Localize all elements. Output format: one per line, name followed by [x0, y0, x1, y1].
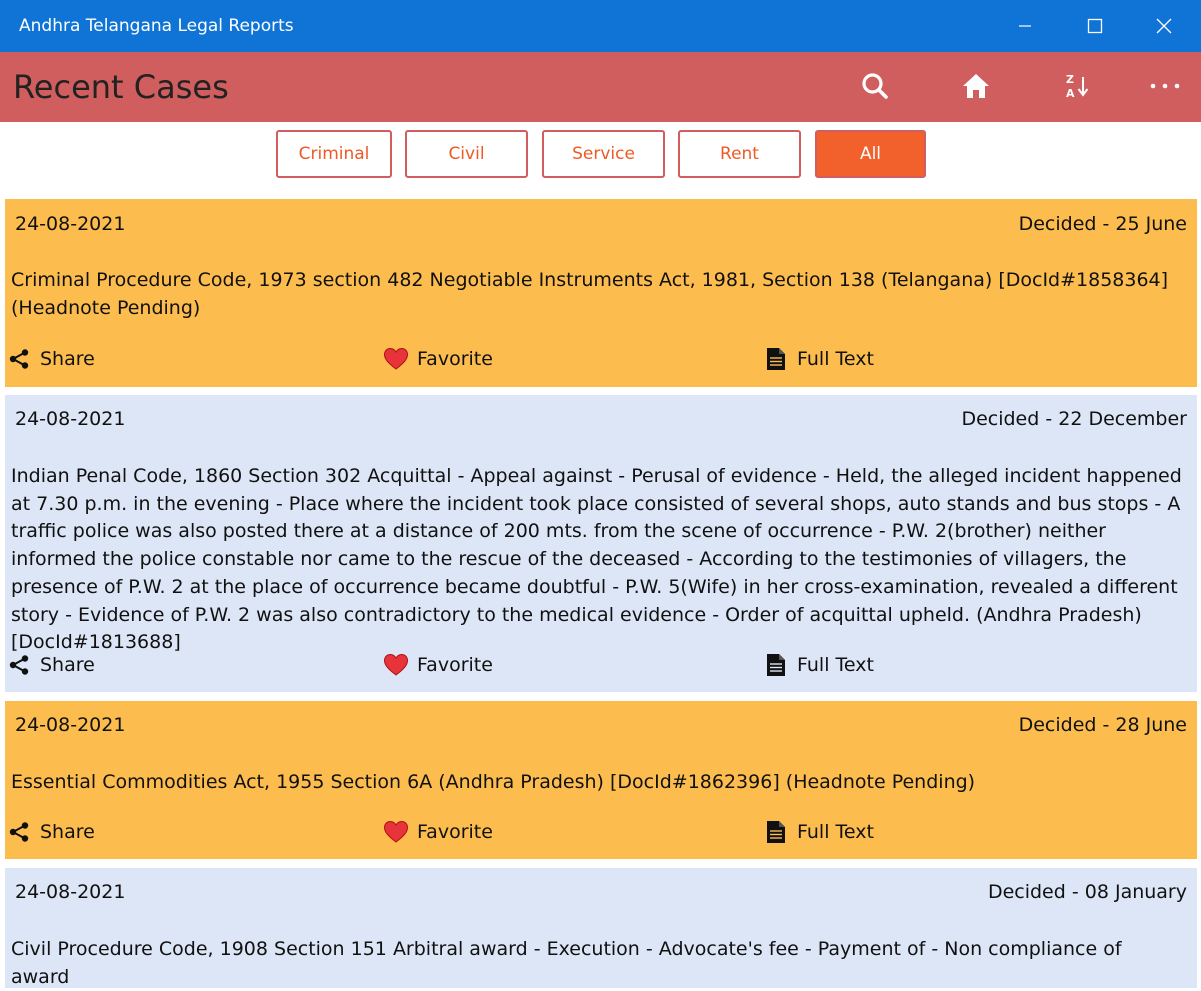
svg-text:A: A: [1066, 87, 1075, 100]
more-button[interactable]: [1141, 62, 1189, 110]
favorite-label: Favorite: [417, 654, 493, 676]
filter-criminal[interactable]: Criminal: [276, 130, 392, 178]
document-icon: [766, 347, 786, 371]
home-icon: [961, 72, 991, 100]
case-description: Civil Procedure Code, 1908 Section 151 Arbitral award - Execution - Advocate's fee - Payment of - Non compliance of award: [11, 938, 1122, 988]
filter-rent[interactable]: Rent: [678, 130, 801, 178]
share-label: Share: [40, 654, 95, 676]
case-decided: Decided - 08 January: [987, 881, 1187, 903]
case-date: 24-08-2021: [15, 408, 126, 430]
favorite-button[interactable]: [384, 650, 493, 680]
favorite-label: Favorite: [417, 821, 493, 843]
share-label: Share: [40, 821, 95, 843]
case-decided: Decided - 22 December: [961, 408, 1187, 430]
full-text-label: Full Text: [797, 348, 874, 370]
sort-icon: [1063, 71, 1093, 101]
case-date: 24-08-2021: [15, 881, 126, 903]
share-button[interactable]: [7, 817, 95, 847]
filter-service[interactable]: Service: [542, 130, 665, 178]
case-date: 24-08-2021: [15, 213, 126, 235]
case-card[interactable]: [5, 868, 1197, 988]
share-icon: [8, 821, 30, 843]
case-actions: [5, 344, 1197, 374]
document-icon: [766, 653, 786, 677]
minimize-button[interactable]: [1002, 0, 1048, 52]
full-text-button[interactable]: [764, 817, 874, 847]
svg-text:Z: Z: [1066, 73, 1074, 86]
maximize-button[interactable]: [1072, 0, 1118, 52]
favorite-button[interactable]: [384, 344, 493, 374]
case-decided: Decided - 28 June: [1018, 714, 1187, 736]
maximize-icon: [1087, 18, 1103, 34]
filter-all[interactable]: All: [815, 130, 926, 178]
search-icon: [861, 72, 889, 100]
category-filters: [0, 130, 1201, 182]
sort-button[interactable]: [1054, 62, 1102, 110]
case-description: Indian Penal Code, 1860 Section 302 Acquittal - Appeal against - Perusal of evidence - Held, the alleged incident happened at 7.30 p.m. in the evening - Place where the incident took place consisted of several shops, auto stands and bus stops - A traffic police was also posted there at a distance of 200 mts. from the scene of occurrence - P.W. 2(brother) neither informed the police constable nor came to the rescue of the deceased - According to the testimonies of villagers, the presence of P.W. 2 at the place of occurrence became doubtful - P.W. 5(Wife) in her cross-examination, revealed a different story - Evidence of P.W. 2 was also contradictory to the medical evidence - Order of acquittal upheld. (Andhra Pradesh) [DocId#1813688]: [11, 465, 1182, 654]
share-icon: [8, 348, 30, 370]
case-actions: [5, 650, 1197, 680]
heart-icon: [383, 653, 409, 677]
close-button[interactable]: [1141, 0, 1187, 52]
full-text-button[interactable]: [764, 344, 874, 374]
case-card[interactable]: [5, 395, 1197, 692]
close-icon: [1156, 18, 1172, 34]
case-card[interactable]: [5, 701, 1197, 859]
search-button[interactable]: [851, 62, 899, 110]
window-title: Andhra Telangana Legal Reports: [19, 16, 294, 36]
case-date: 24-08-2021: [15, 714, 126, 736]
full-text-button[interactable]: [764, 650, 874, 680]
share-label: Share: [40, 348, 95, 370]
favorite-label: Favorite: [417, 348, 493, 370]
case-description: Essential Commodities Act, 1955 Section 6A (Andhra Pradesh) [DocId#1862396] (Headnote Pending): [11, 771, 976, 793]
window-titlebar: [0, 0, 1201, 52]
heart-icon: [383, 347, 409, 371]
share-button[interactable]: [7, 344, 95, 374]
favorite-button[interactable]: [384, 817, 493, 847]
home-button[interactable]: [952, 62, 1000, 110]
case-description: Criminal Procedure Code, 1973 section 482 Negotiable Instruments Act, 1981, Section 138 (Telangana) [DocId#1858364] (Headnote Pending): [11, 269, 1169, 319]
page-title: Recent Cases: [13, 68, 229, 106]
more-icon: [1149, 82, 1181, 90]
share-button[interactable]: [7, 650, 95, 680]
share-icon: [8, 654, 30, 676]
full-text-label: Full Text: [797, 654, 874, 676]
filter-civil[interactable]: Civil: [405, 130, 528, 178]
app-bar: [0, 52, 1201, 122]
case-decided: Decided - 25 June: [1018, 213, 1187, 235]
case-actions: [5, 817, 1197, 847]
case-card[interactable]: [5, 199, 1197, 387]
full-text-label: Full Text: [797, 821, 874, 843]
document-icon: [766, 820, 786, 844]
case-list: [0, 197, 1201, 988]
minimize-icon: [1018, 19, 1032, 33]
heart-icon: [383, 820, 409, 844]
